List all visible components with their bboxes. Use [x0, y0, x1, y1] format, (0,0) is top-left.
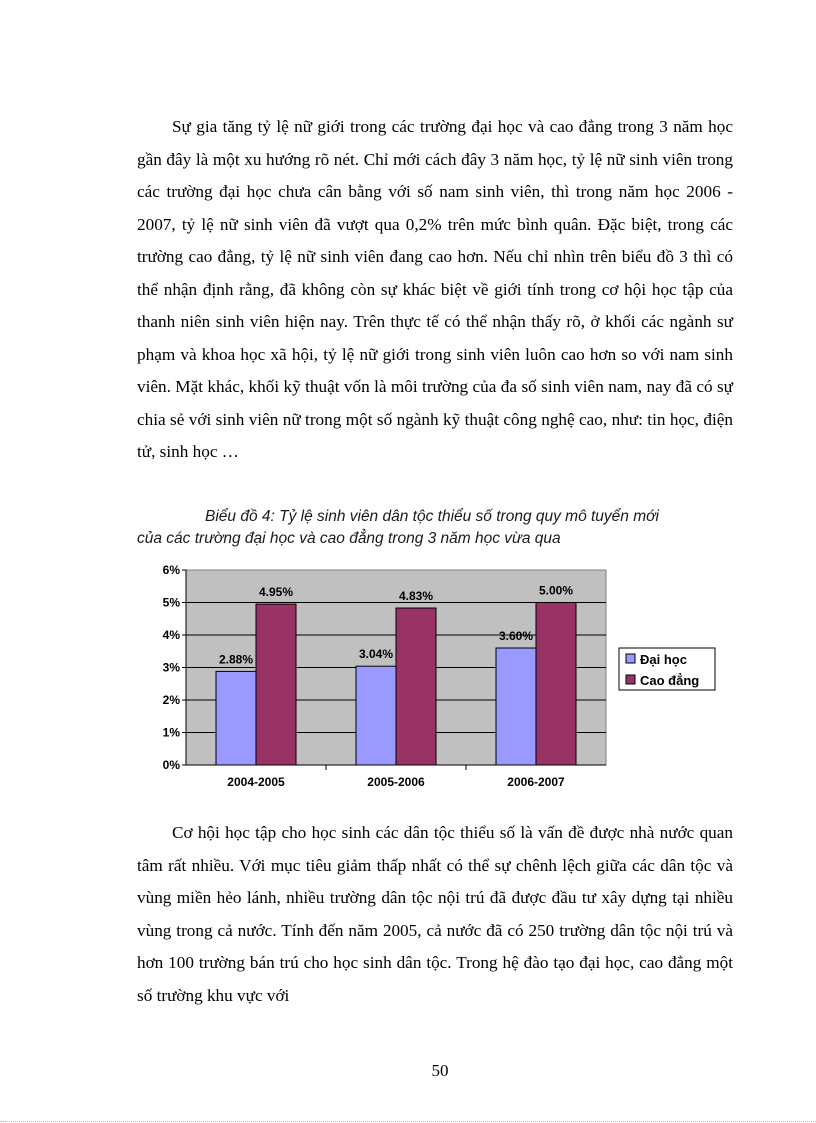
y-tick-label: 3% — [162, 660, 180, 675]
x-tick-label: 2005-2006 — [367, 775, 425, 789]
bar-dai-hoc-2005-2006 — [356, 666, 396, 765]
y-tick-label: 6% — [162, 563, 180, 577]
chart-caption-line-1: Biểu đồ 4: Tỷ lệ sinh viên dân tộc thiểu số trong quy mô tuyển mới — [205, 508, 659, 525]
body-paragraph-1: Sự gia tăng tỷ lệ nữ giới trong các trường đại học và cao đẳng trong 3 năm học gần đây là một xu hướng rõ nét. Chỉ mới cách đây 3 năm học, tỷ lệ nữ sinh viên trong các trường đại học chưa cân bằng với số nam sinh viên, thì trong năm học 2006 - 2007, tỷ lệ nữ sinh viên đã vượt qua 0,2% trên mức bình quân. Đặc biệt, trong các trường cao đẳng, tỷ lệ nữ sinh viên đang cao hơn. Nếu chỉ nhìn trên biểu đồ 3 thì có thể nhận định rằng, đã không còn sự khác biệt về giới tính trong cơ hội học tập của thanh niên sinh viên hiện nay. Trên thực tế có thể nhận thấy rõ, ở khối các ngành sư phạm và khoa học xã hội, tỷ lệ nữ giới trong sinh viên luôn cao hơn so với nam sinh viên. Mặt khác, khối kỹ thuật vốn là môi trường của đa số sinh viên nam, nay đã có sự chia sẻ với sinh viên nữ trong một số ngành kỹ thuật công nghệ cao, như: tin học, điện tử, sinh học … — [137, 117, 733, 461]
y-tick-label: 0% — [162, 758, 180, 772]
y-tick-label: 5% — [162, 595, 180, 610]
page-number: 50 — [431, 1061, 449, 1080]
bar-data-label: 3.04% — [358, 647, 394, 662]
legend-swatch-dai-hoc — [626, 654, 635, 663]
bar-data-label: 4.83% — [398, 589, 434, 604]
bar-data-label: 5.00% — [538, 583, 574, 598]
legend-label-cao-dang: Cao đẳng — [640, 673, 700, 688]
bar-cao-dang-2004-2005 — [256, 604, 296, 765]
bar-cao-dang-2006-2007 — [536, 603, 576, 766]
body-paragraph-2: Cơ hội học tập cho học sinh các dân tộc thiểu số là vấn đề được nhà nước quan tâm rất nhiều. Với mục tiêu giảm thấp nhất có thể sự chênh lệch giữa các dân tộc và vùng miền hẻo lánh, nhiều trường dân tộc nội trú đã được đầu tư xây dựng tại nhiều vùng trong cả nước. Tính đến năm 2005, cả nước đã có 250 trường dân tộc nội trú và hơn 100 trường bán trú cho học sinh dân tộc. Trong hệ đào tạo đại học, cao đẳng một số trường khu vực với — [137, 823, 733, 1005]
x-tick-label: 2006-2007 — [507, 775, 565, 789]
legend-swatch-cao-dang — [626, 675, 635, 684]
y-tick-label: 1% — [162, 725, 180, 740]
bottom-dotted-rule — [0, 1121, 816, 1122]
legend-label-dai-hoc: Đại học — [640, 652, 687, 667]
y-tick-label: 4% — [162, 628, 180, 642]
bar-dai-hoc-2006-2007 — [496, 648, 536, 765]
x-tick-label: 2004-2005 — [227, 775, 285, 789]
chart-caption-line-2: của các trường đại học và cao đẳng trong 3 năm học vừa qua — [137, 530, 561, 547]
legend — [619, 648, 715, 690]
y-tick-label: 2% — [162, 693, 180, 707]
bar-chart — [140, 560, 720, 792]
bar-dai-hoc-2004-2005 — [216, 671, 256, 765]
bar-data-label: 2.88% — [218, 652, 254, 667]
bar-data-label: 4.95% — [258, 585, 294, 600]
bar-cao-dang-2005-2006 — [396, 608, 436, 765]
bar-data-label: 3.60% — [498, 629, 534, 643]
